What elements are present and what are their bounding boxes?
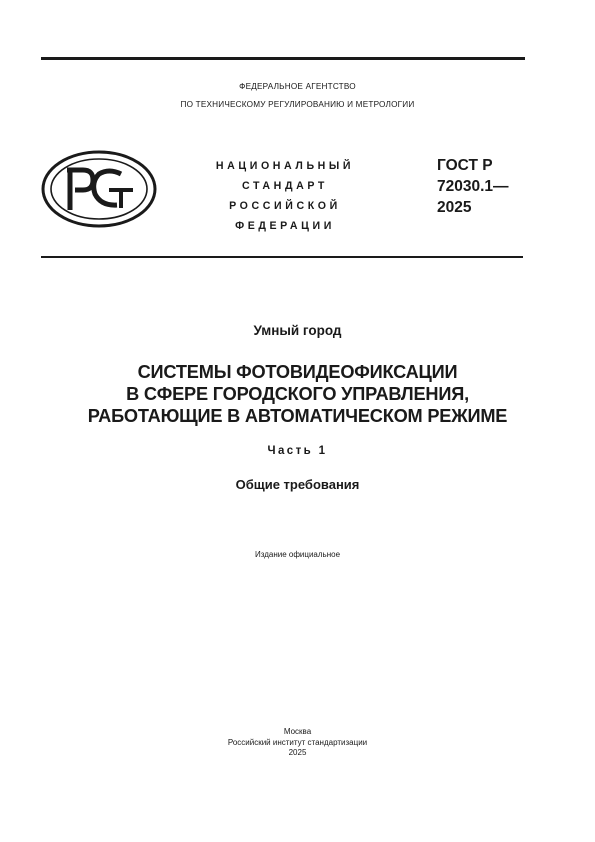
top-rule xyxy=(41,57,525,60)
standard-type-line-2: СТАНДАРТ xyxy=(242,180,328,192)
agency-line-2: ПО ТЕХНИЧЕСКОМУ РЕГУЛИРОВАНИЮ И МЕТРОЛОГИИ xyxy=(180,100,415,109)
document-title xyxy=(20,361,575,427)
standard-type-line-4: ФЕДЕРАЦИИ xyxy=(235,220,335,232)
header-bottom-rule xyxy=(41,256,523,258)
title-line-3: РАБОТАЮЩИЕ В АВТОМАТИЧЕСКОМ РЕЖИМЕ xyxy=(87,406,508,426)
footer-institute: Российский институт стандартизации xyxy=(227,737,368,747)
standard-type-line-3: РОССИЙСКОЙ xyxy=(229,200,341,212)
edition-note: Издание официальное xyxy=(254,550,341,559)
subject-heading: Умный город xyxy=(253,323,342,338)
document-subtitle: Общие требования xyxy=(235,477,360,492)
gost-line-1: ГОСТ Р xyxy=(437,157,493,174)
agency-line-1: ФЕДЕРАЛЬНОЕ АГЕНТСТВО xyxy=(239,82,356,91)
title-line-2: В СФЕРЕ ГОРОДСКОГО УПРАВЛЕНИЯ, xyxy=(126,384,469,404)
footer-city: Москва xyxy=(283,727,312,736)
standard-type-line-1: НАЦИОНАЛЬНЫЙ xyxy=(215,160,355,172)
gost-line-2: 72030.1— xyxy=(437,178,509,195)
title-line-1: СИСТЕМЫ ФОТОВИДЕОФИКСАЦИИ xyxy=(137,362,458,382)
publisher-footer xyxy=(0,727,595,759)
gost-line-3: 2025 xyxy=(437,199,472,216)
gost-r-logo-icon xyxy=(41,150,157,228)
footer-year: 2025 xyxy=(288,748,307,757)
standard-type-block xyxy=(205,156,365,236)
part-label: Часть 1 xyxy=(267,445,328,457)
gost-number-block xyxy=(437,155,537,218)
